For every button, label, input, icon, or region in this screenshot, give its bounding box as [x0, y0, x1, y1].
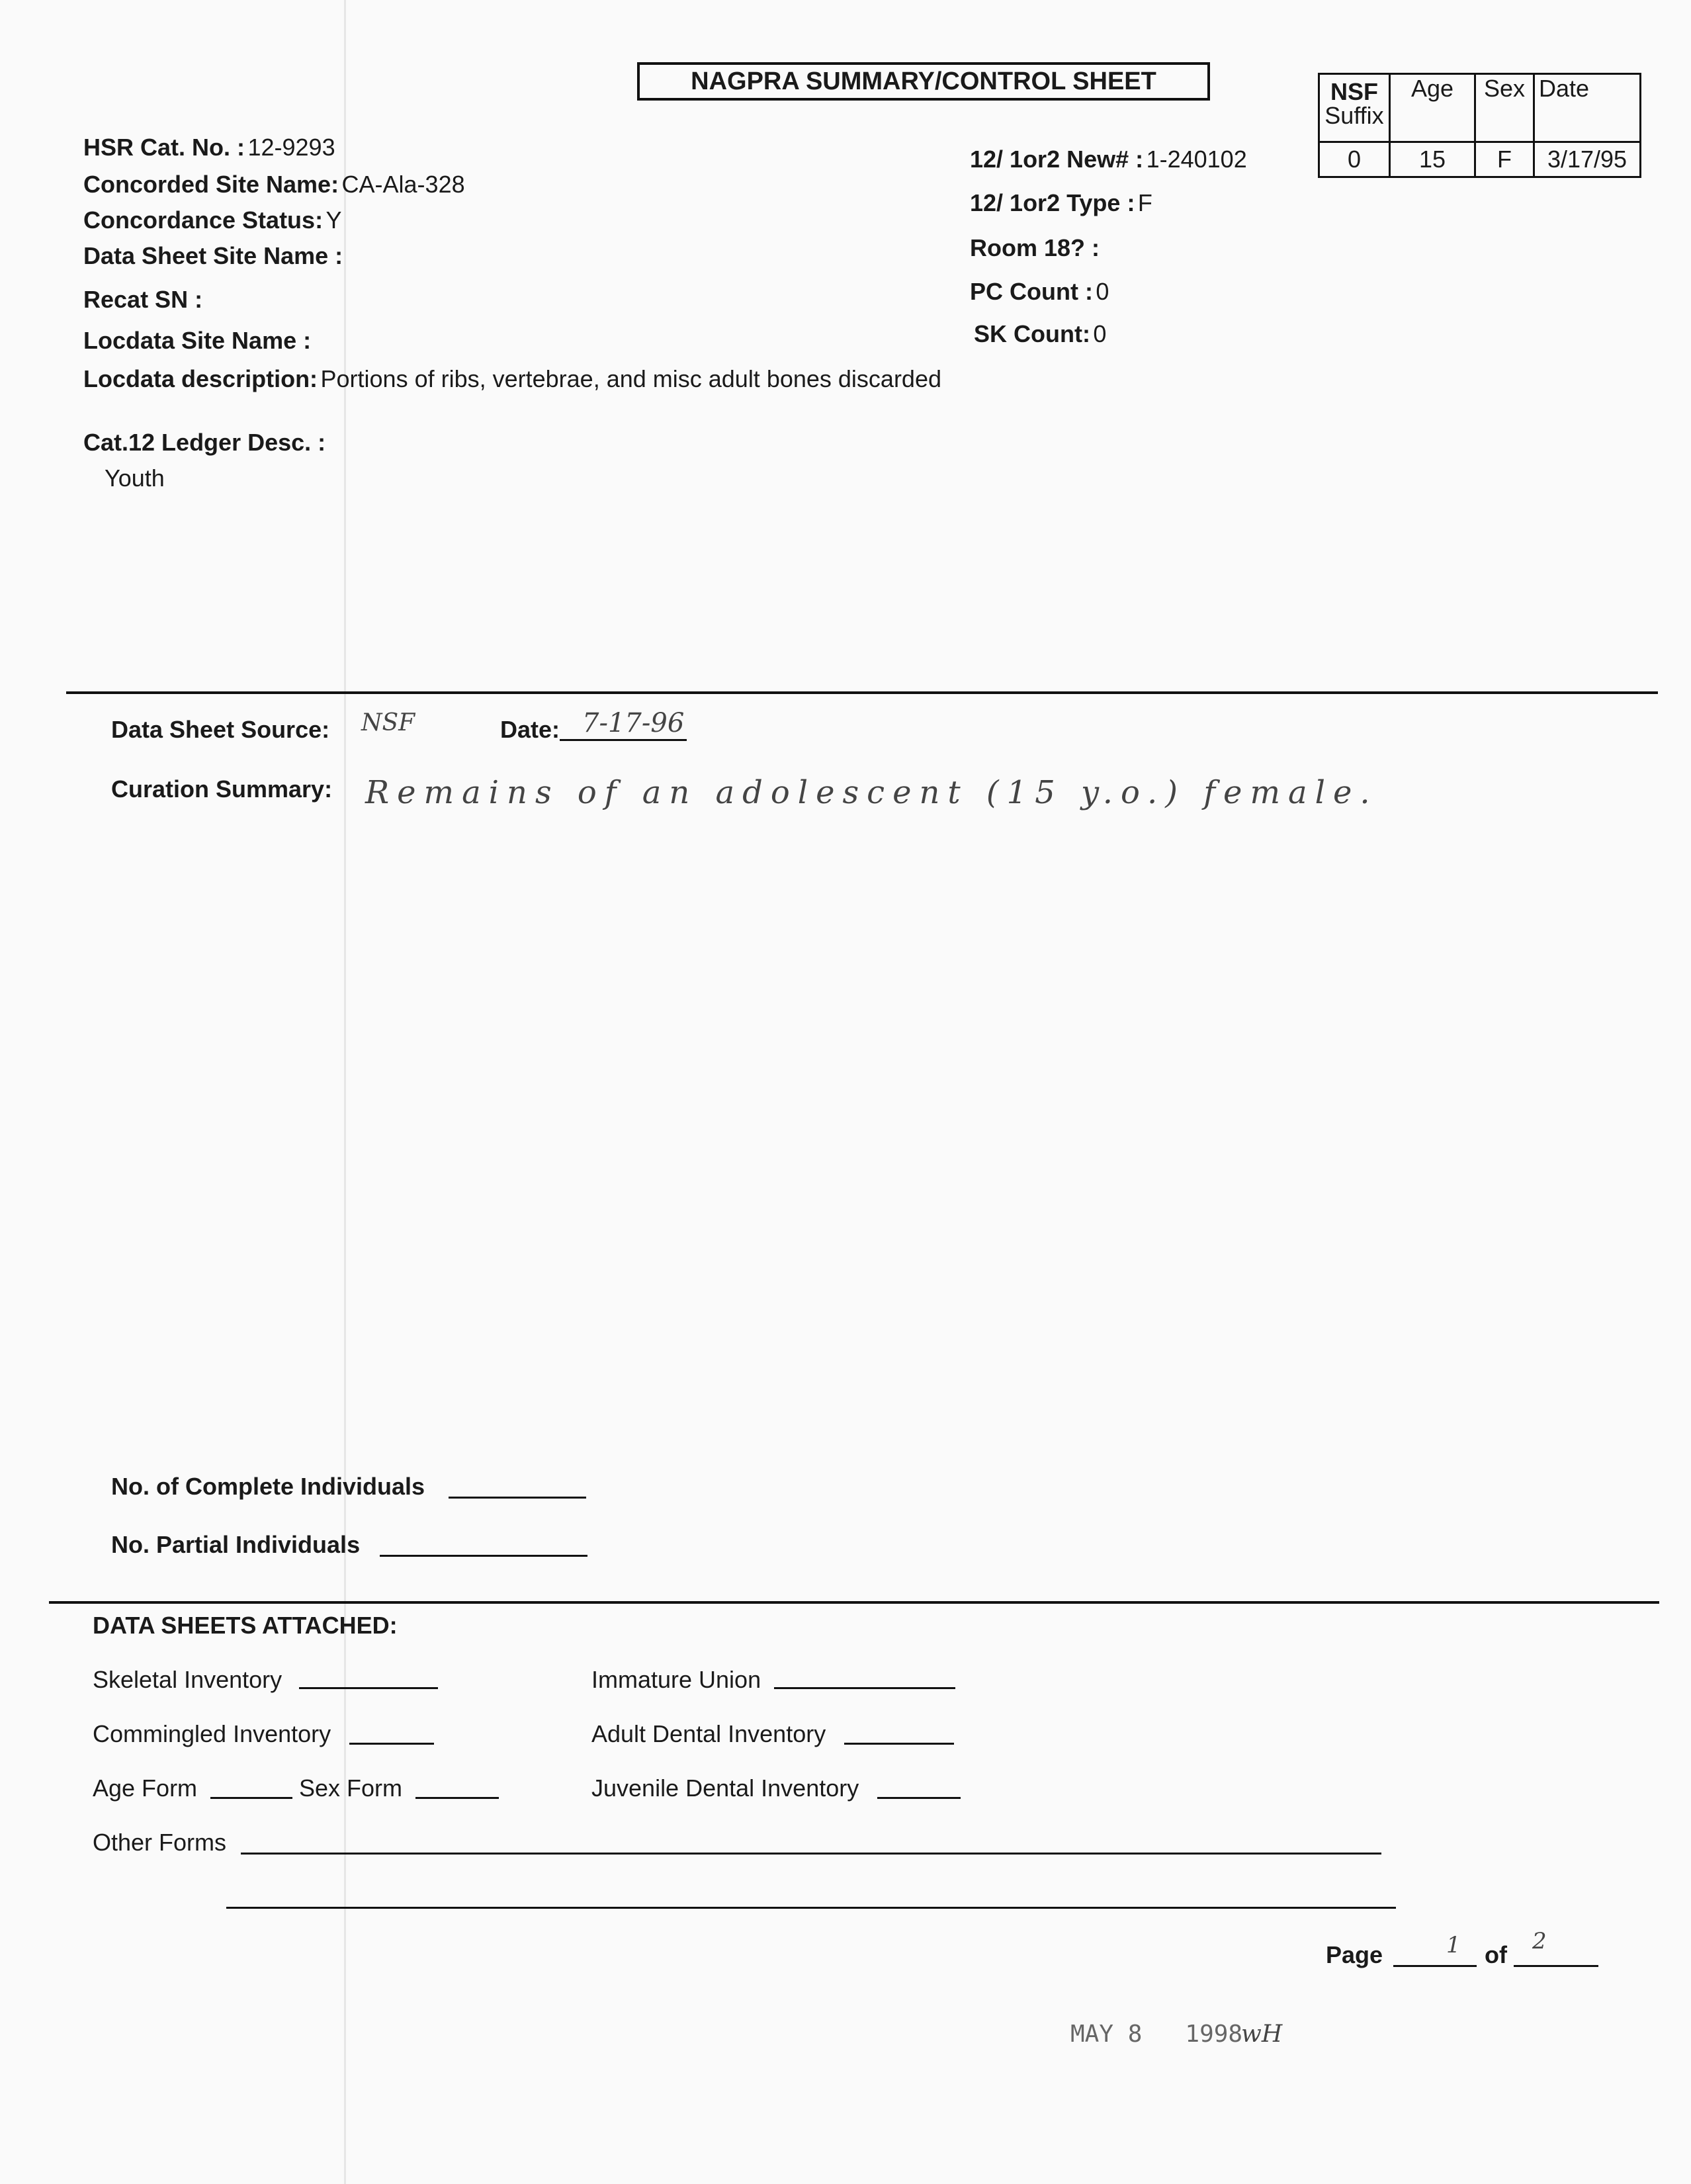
adult-dental-line: [844, 1743, 954, 1745]
commingled-inventory-line: [349, 1743, 434, 1745]
other-forms-line: [241, 1853, 1381, 1855]
concordance-status-field: Concordance Status: Y: [83, 206, 342, 234]
new-number-field: 12/ 1or2 New# : 1-240102: [970, 146, 1247, 173]
section-divider: [66, 691, 1658, 694]
juvenile-dental-line: [877, 1797, 961, 1799]
curation-summary-handwritten: Remains of an adolescent (15 y.o.) female.: [365, 774, 1378, 811]
section-divider-2: [49, 1601, 1659, 1604]
recat-sn-field: Recat SN :: [83, 286, 203, 313]
concorded-site-field: Concorded Site Name: CA-Ala-328: [83, 171, 465, 198]
juvenile-dental-label: Juvenile Dental Inventory: [591, 1774, 859, 1802]
adult-dental-label: Adult Dental Inventory: [591, 1720, 826, 1747]
sex-form-label: Sex Form: [299, 1774, 403, 1802]
curation-summary-label: Curation Summary:: [111, 775, 333, 803]
date-label: Date:: [500, 716, 560, 743]
age-value: 15: [1390, 142, 1475, 177]
ledger-desc-value: Youth: [105, 464, 165, 492]
pc-count-field: PC Count : 0: [970, 278, 1109, 305]
page-of-label: of: [1485, 1941, 1507, 1968]
page-total-line: [1514, 1965, 1598, 1967]
skeletal-inventory-line: [299, 1687, 438, 1689]
data-sheet-site-field: Data Sheet Site Name :: [83, 242, 343, 269]
partial-individuals-line: [380, 1555, 587, 1557]
stamp-initials: wH: [1241, 2021, 1283, 2048]
received-date-stamp: MAY 8 1998: [1070, 2021, 1243, 2048]
room-18-field: Room 18? :: [970, 234, 1100, 261]
immature-union-line: [774, 1687, 955, 1689]
hsr-cat-field: HSR Cat. No. : 12-9293: [83, 134, 335, 161]
nsf-suffix-header: NSF Suffix: [1319, 74, 1390, 142]
page-total-value: 2: [1532, 1928, 1547, 1954]
complete-individuals-label: No. of Complete Individuals: [111, 1473, 425, 1500]
partial-individuals-label: No. Partial Individuals: [111, 1531, 361, 1558]
page-label: Page: [1326, 1941, 1383, 1968]
age-form-line: [210, 1797, 292, 1799]
sex-form-line: [415, 1797, 499, 1799]
sheet-title: NAGPRA SUMMARY/CONTROL SHEET: [637, 62, 1210, 101]
skeletal-inventory-label: Skeletal Inventory: [93, 1666, 282, 1693]
other-forms-line-2: [226, 1907, 1396, 1909]
data-sheet-source-value: NSF: [361, 709, 415, 736]
date-underline: [560, 739, 687, 741]
page-current-line: [1393, 1965, 1477, 1967]
sex-header: Sex: [1475, 74, 1534, 142]
locdata-description-field: Locdata description: Portions of ribs, vertebrae, and misc adult bones discarded: [83, 365, 941, 392]
sex-value: F: [1475, 142, 1534, 177]
nsf-table: [1318, 73, 1641, 178]
attached-heading: DATA SHEETS ATTACHED:: [93, 1612, 398, 1639]
complete-individuals-line: [449, 1497, 586, 1499]
other-forms-label: Other Forms: [93, 1829, 227, 1856]
date-handwritten: 7-17-96: [582, 708, 685, 738]
age-form-label: Age Form: [93, 1774, 198, 1802]
nsf-suffix-value: 0: [1319, 142, 1390, 177]
type-field: 12/ 1or2 Type : F: [970, 189, 1152, 216]
locdata-site-field: Locdata Site Name :: [83, 327, 312, 354]
immature-union-label: Immature Union: [591, 1666, 761, 1693]
data-sheet-source-label: Data Sheet Source:: [111, 716, 330, 743]
date-value: 3/17/95: [1534, 142, 1641, 177]
ledger-desc-label: Cat.12 Ledger Desc. :: [83, 429, 326, 456]
page-current-value: 1: [1446, 1932, 1461, 1958]
age-header: Age: [1390, 74, 1475, 142]
sk-count-field: SK Count: 0: [974, 320, 1107, 347]
paper-fold-line: [344, 0, 346, 2184]
commingled-inventory-label: Commingled Inventory: [93, 1720, 331, 1747]
date-header: Date: [1534, 74, 1641, 142]
